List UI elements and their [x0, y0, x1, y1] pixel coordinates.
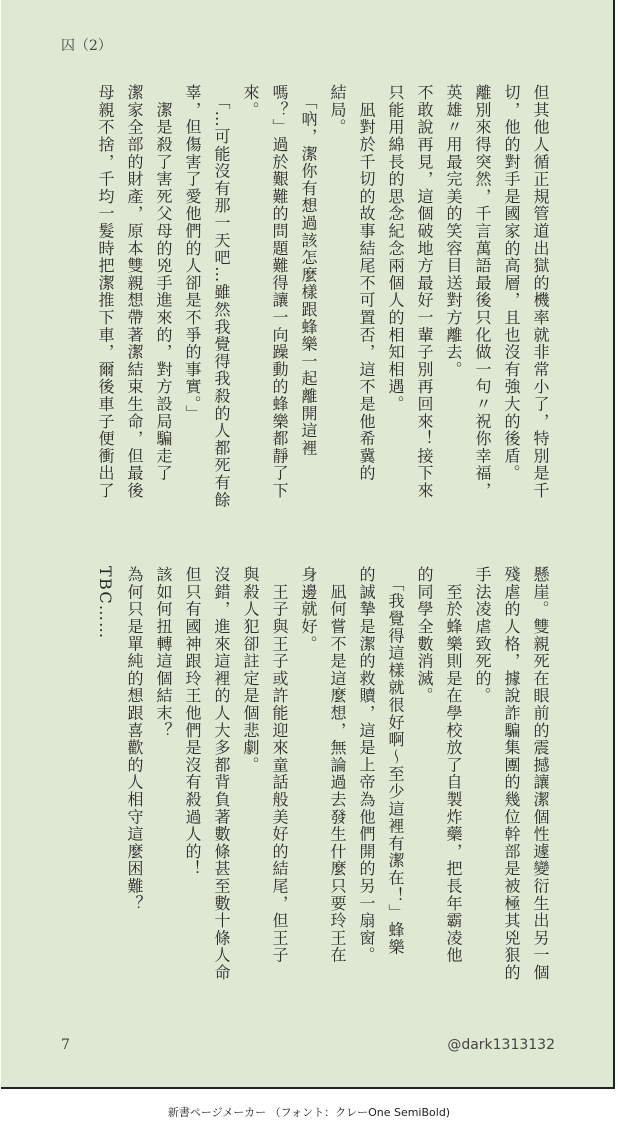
- text-line: 至於蜂樂則是在學校放了自製炸藥，把長年霸凌他: [444, 566, 463, 964]
- text-line: 「吶，潔你有想過該怎麼樣跟蜂樂一起離開這裡: [299, 84, 318, 457]
- text-line: 該如何扭轉這個結末？: [154, 566, 173, 739]
- text-line: 來。: [241, 84, 260, 119]
- text-line: 懸崖。雙親死在眼前的震撼讓潔個性遽變衍生出另一個: [531, 566, 550, 982]
- text-block-bottom: [55, 566, 555, 1016]
- tbc-line: TBC……: [96, 566, 115, 640]
- text-line: 凪對於千切的故事結尾不可置否，這不是他希冀的: [357, 84, 376, 482]
- text-line: 沒錯，進來這裡的人大多都背負著數條甚至數十條人命: [212, 566, 231, 982]
- page-number: 7: [61, 1037, 70, 1053]
- text-line: 凪何嘗不是這麼想，無論過去發生什麼只要玲王在: [328, 566, 347, 964]
- text-line: 不敢說再見，這個破地方最好一輩子別再回來！接下來: [415, 84, 434, 500]
- generator-credit: 新書ページメーカー （フォント：クレーOne SemiBold): [167, 1106, 451, 1119]
- text-line: 為何只是單純的想跟喜歡的人相守這麼困難？: [125, 566, 144, 912]
- text-line: 離別來得突然，千言萬語最後只化做一句〃祝你幸福，: [473, 84, 492, 500]
- chapter-header: 囚（2）: [61, 38, 112, 54]
- text-line: 英雄〃用最完美的笑容目送對方離去。: [444, 84, 463, 379]
- text-line: 身邊就好。: [299, 566, 318, 653]
- text-line: 結局。: [328, 84, 347, 136]
- author-handle: @dark1313132: [447, 1037, 555, 1053]
- text-line: 母親不捨，千均一髮時把潔推下車，爾後車子便衝出了: [96, 84, 115, 500]
- text-line: 與殺人犯卻註定是個悲劇。: [241, 566, 260, 774]
- book-page: [1, 0, 615, 1089]
- text-line: 潔家全部的財產，原本雙親想帶著潔結束生命，但最後: [125, 84, 144, 500]
- text-line: 手法凌虐致死的。: [473, 566, 492, 705]
- text-line: 殘虐的人格，據說詐騙集團的幾位幹部是被極其兇狠的: [502, 566, 521, 982]
- text-line: 但只有國神跟玲王他們是沒有殺過人的！: [183, 566, 202, 878]
- text-line: 「我覺得這樣就很好啊～至少這裡有潔在！」蜂樂: [386, 566, 405, 956]
- text-line: 但其他人循正規管道出獄的機率就非常小了，特別是千: [531, 84, 550, 500]
- text-line: 的同學全數消滅。: [415, 566, 434, 705]
- text-block-top: [55, 84, 555, 534]
- text-line: 嗎？」過於艱難的問題難得讓一向躁動的蜂樂都靜了下: [270, 84, 289, 500]
- text-line: 「…可能沒有那一天吧…雖然我覺得我殺的人都死有餘: [212, 84, 231, 509]
- text-line: 切，他的對手是國家的高層，且也沒有強大的後盾。: [502, 84, 521, 482]
- text-line: 只能用綿長的思念紀念兩個人的相知相遇。: [386, 84, 405, 413]
- text-line: 辜，但傷害了愛他們的人卻是不爭的事實。」: [183, 84, 202, 422]
- text-line: 潔是殺了害死父母的兇手進來的，對方設局騙走了: [154, 84, 173, 482]
- text-line: 王子與王子或許能迎來童話般美好的結尾，但王子: [270, 566, 289, 964]
- text-line: 的誠摯是潔的救贖，這是上帝為他們開的另一扇窗。: [357, 566, 376, 964]
